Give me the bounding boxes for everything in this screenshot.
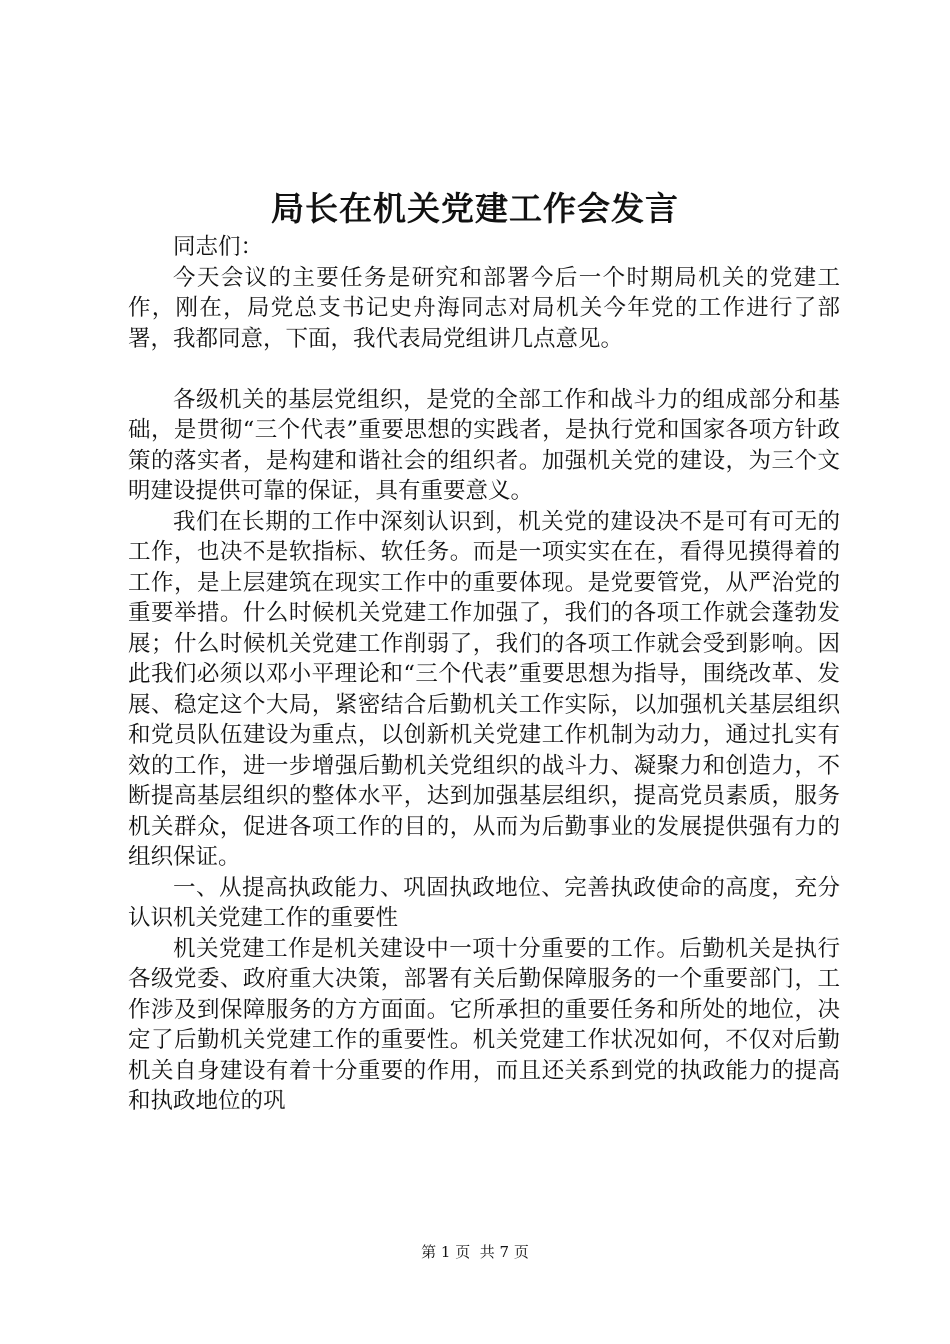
intro-paragraph: 今天会议的主要任务是研究和部署今后一个时期局机关的党建工作，刚在，局党总支书记史舟海同志对局机关今年党的工作进行了部署，我都同意，下面，我代表局党组讲几点意见。 xyxy=(128,264,840,352)
paragraph-gap xyxy=(128,354,840,385)
page-number-label: 第 1 页 共 7 页 xyxy=(421,1243,529,1261)
body-paragraph-3: 机关党建工作是机关建设中一项十分重要的工作。后勤机关是执行各级党委、政府重大决策，部署有关后勤保障服务的一个重要部门，工作涉及到保障服务的方方面面。它所承担的重要任务和所处的地位，决定了后勤机关党建工作的重要性。机关党建工作状况如何，不仅对后勤机关自身建设有着十分重要的作用，而且还关系到党的执政能力的提高和执政地位的巩 xyxy=(128,935,840,1114)
body-paragraph-2: 我们在长期的工作中深刻认识到，机关党的建设决不是可有可无的工作，也决不是软指标、软任务。而是一项实实在在，看得见摸得着的工作，是上层建筑在现实工作中的重要体现。是党要管党，从严治党的重要举措。什么时候机关党建工作加强了，我们的各项工作就会蓬勃发展；什么时候机关党建工作削弱了，我们的各项工作就会受到影响。因此我们必须以邓小平理论和“三个代表”重要思想为指导，围绕改革、发展、稳定这个大局，紧密结合后勤机关工作实际，以加强机关基层组织和党员队伍建设为重点，以创新机关党建工作机制为动力，通过扎实有效的工作，进一步增强后勤机关党组织的战斗力、凝聚力和创造力，不断提高基层组织的整体水平，达到加强基层组织，提高党员素质，服务机关群众，促进各项工作的目的，从而为后勤事业的发展提供强有力的组织保证。 xyxy=(128,508,840,870)
document-body xyxy=(128,232,840,1117)
section-heading-1: 一、从提高执政能力、巩固执政地位、完善执政使命的高度，充分认识机关党建工作的重要性 xyxy=(128,874,840,931)
salutation-paragraph: 同志们： xyxy=(173,234,264,260)
document-title: 局长在机关党建工作会发言 xyxy=(271,189,679,228)
body-paragraph-1: 各级机关的基层党组织，是党的全部工作和战斗力的组成部分和基础，是贯彻“三个代表”重要思想的实践者，是执行党和国家各项方针政策的落实者，是构建和谐社会的组织者。加强机关党的建设，为三个文明建设提供可靠的保证，具有重要意义。 xyxy=(128,386,840,504)
page-footer xyxy=(0,1242,950,1262)
